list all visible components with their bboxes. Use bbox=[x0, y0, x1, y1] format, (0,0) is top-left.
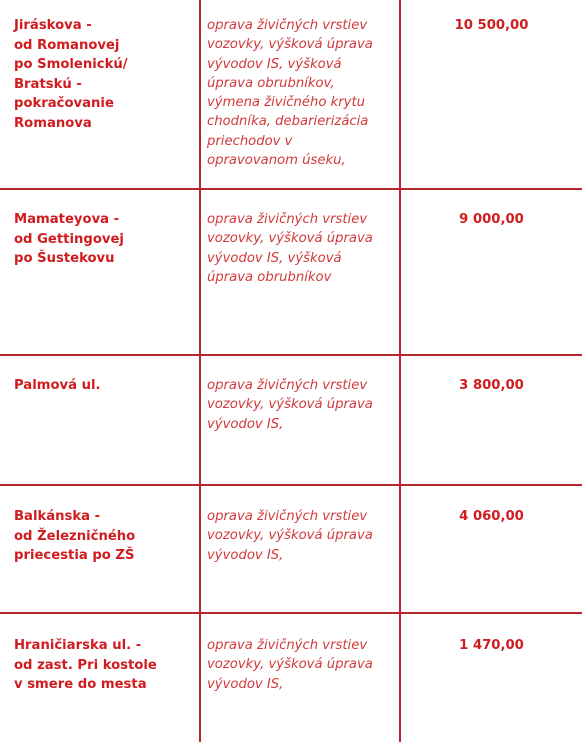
row-divider bbox=[0, 188, 582, 190]
amount: 9 000,00 bbox=[459, 212, 524, 227]
work-description: oprava živičných vrstiev vozovky, výšková úprava vývodov IS, bbox=[207, 378, 373, 432]
street-name: Mamateyova - od Gettingovej po Šustekovu bbox=[14, 212, 124, 266]
street-name: Balkánska - od Železničného priecestia po ZŠ bbox=[14, 509, 136, 563]
work-description: oprava živičných vrstiev vozovky, výšková úprava vývodov IS, výšková úprava obrubníkov bbox=[207, 212, 373, 285]
column-divider bbox=[399, 0, 401, 742]
amount: 1 470,00 bbox=[459, 638, 524, 653]
work-description: oprava živičných vrstiev vozovky, výšková úprava vývodov IS, bbox=[207, 638, 373, 692]
street-name: Palmová ul. bbox=[14, 378, 101, 393]
amount: 10 500,00 bbox=[454, 18, 529, 33]
amount: 3 800,00 bbox=[459, 378, 524, 393]
row-divider bbox=[0, 612, 582, 614]
row-divider bbox=[0, 354, 582, 356]
column-divider bbox=[199, 0, 201, 742]
work-description: oprava živičných vrstiev vozovky, výšková úprava vývodov IS, bbox=[207, 509, 373, 563]
work-description: oprava živičných vrstiev vozovky, výšková úprava vývodov IS, výšková úprava obrubníkov, výmena živičného krytu chodníka, debarierizácia priechodov v opravovanom úseku, bbox=[207, 18, 373, 169]
row-divider bbox=[0, 484, 582, 486]
street-name: Jiráskova - od Romanovej po Smolenickú/ Bratskú - pokračovanie Romanova bbox=[14, 18, 128, 131]
amount: 4 060,00 bbox=[459, 509, 524, 524]
street-name: Hraničiarska ul. - od zast. Pri kostole v smere do mesta bbox=[14, 638, 157, 692]
